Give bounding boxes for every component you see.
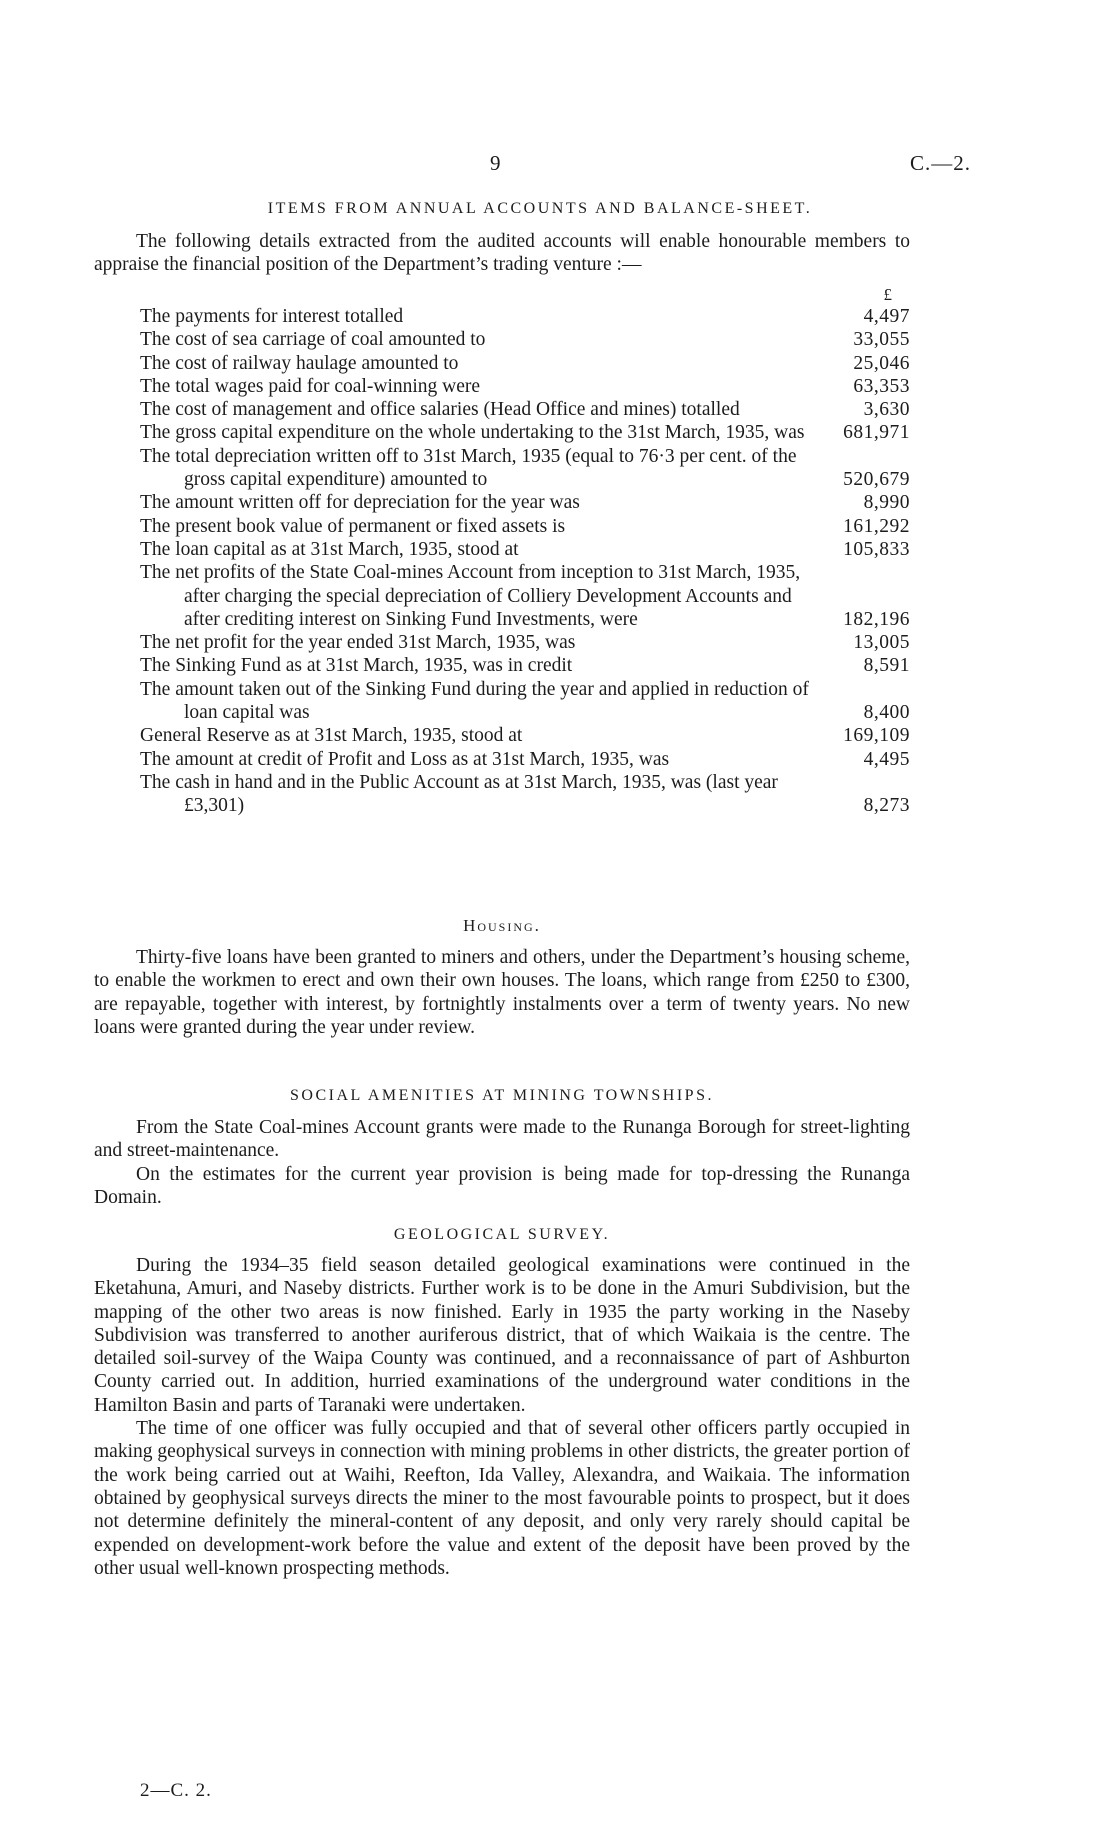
account-item-label: The payments for interest totalled — [140, 306, 404, 327]
account-item-value: 4,497 — [863, 306, 910, 327]
account-item-value: 105,833 — [843, 538, 910, 560]
account-item-value: 169,109 — [843, 725, 910, 747]
accounts-intro — [94, 230, 910, 277]
account-item-label: General Reserve as at 31st March, 1935, stood at — [140, 725, 523, 747]
account-item-value: 63,353 — [853, 375, 910, 397]
amenities-section — [94, 1116, 910, 1209]
account-item-value: 13,005 — [853, 632, 910, 654]
account-item-label: The Sinking Fund as at 31st March, 1935, was in credit — [140, 655, 573, 677]
accounts-items-list — [140, 283, 910, 818]
amenities-heading: SOCIAL AMENITIES AT MINING TOWNSHIPS. — [290, 1087, 714, 1104]
survey-paragraph-1: During the 1934–35 field season detailed geological examinations were continued in the Eketahuna, Amuri, and Naseby districts. Further work is to be done in the Amuri Subdivision, but the mapping of the other two areas is now finished. Early in 1935 the party working in the Naseby Subdivision was transferred to another auriferous district, that of which Waikaia is the centre. The detailed soil-survey of the Waipa County was continued, and a reconnaissance of part of Ashburton County carried out. In addition, hurried examinations of the underground water conditions in the Hamilton Basin and parts of Taranaki were undertaken. — [94, 1255, 910, 1416]
account-item-value: 161,292 — [843, 515, 910, 537]
account-item-row — [140, 678, 910, 725]
page-number: 9 — [490, 151, 501, 175]
account-item-row — [140, 538, 910, 561]
accounts-intro-text: The following details extracted from the audited accounts will enable honourable members to appraise the financial position of the Department’s trading venture :— — [94, 231, 910, 276]
account-item-label: The total wages paid for coal-winning were — [140, 375, 481, 397]
account-item-value: 681,971 — [843, 422, 910, 444]
account-item-label: The amount at credit of Profit and Loss as at 31st March, 1935, was — [140, 748, 670, 770]
account-item-row — [140, 515, 910, 538]
housing-section — [94, 946, 910, 1039]
account-item-value: 25,046 — [853, 352, 910, 374]
account-item-row — [140, 561, 910, 631]
account-item-label: The loan capital as at 31st March, 1935, stood at — [140, 538, 519, 560]
survey-section — [94, 1254, 910, 1580]
account-item-value: 8,591 — [863, 655, 910, 677]
account-item-value: 8,990 — [863, 492, 910, 514]
accounts-items — [140, 305, 910, 818]
account-item-value: 4,495 — [863, 748, 910, 770]
account-item-value: 3,630 — [863, 399, 910, 421]
account-item-value: 182,196 — [843, 608, 910, 630]
accounts-heading: ITEMS FROM ANNUAL ACCOUNTS AND BALANCE-SHEET. — [267, 200, 813, 217]
account-item-label: The present book value of permanent or fixed assets is — [140, 515, 566, 537]
account-item-label: The total depreciation written off to 31st March, 1935 (equal to 76·3 per cent. of the gross capital expenditure) amounted to — [140, 445, 797, 491]
account-item-label: The cash in hand and in the Public Account as at 31st March, 1935, was (last year £3,301) — [140, 771, 778, 817]
amenities-paragraph-1: From the State Coal-mines Account grants were made to the Runanga Borough for street-lighting and street-maintenance. — [94, 1117, 910, 1162]
document-reference: C.—2. — [910, 151, 972, 175]
account-item-row — [140, 771, 910, 818]
account-item-row — [140, 421, 910, 444]
account-item-row — [140, 491, 910, 514]
account-item-row — [140, 328, 910, 351]
survey-heading: GEOLOGICAL SURVEY. — [393, 1226, 611, 1243]
account-item-label: The amount taken out of the Sinking Fund during the year and applied in reduction of loan capital was — [140, 678, 809, 724]
account-item-value: 8,400 — [863, 702, 910, 724]
account-item-row — [140, 724, 910, 747]
account-item-label: The amount written off for depreciation for the year was — [140, 492, 580, 514]
account-item-row — [140, 631, 910, 654]
account-item-row — [140, 305, 910, 328]
account-item-row — [140, 748, 910, 771]
account-item-value: 520,679 — [843, 469, 910, 491]
account-item-row — [140, 352, 910, 375]
currency-label: £ — [883, 285, 892, 304]
account-item-value: 8,273 — [863, 795, 910, 817]
survey-paragraph-2: The time of one officer was fully occupied and that of several other officers partly occupied in making geophysical surveys in connection with mining problems in other districts, the greater portion of the work being carried out at Waihi, Reefton, Ida Valley, Alexandra, and Waikaia. The information obtained by geophysical surveys directs the miner to the most favourable points to prospect, but it does not determine definitely the mineral-content of any deposit, and only very rarely should capital be expended on development-work before the value and extent of the deposit have been proved by the other usual well-known prospecting methods. — [94, 1418, 910, 1579]
account-item-row — [140, 654, 910, 677]
account-item-label: The gross capital expenditure on the whole undertaking to the 31st March, 1935, was — [140, 422, 805, 444]
account-item-label: The net profits of the State Coal-mines Account from inception to 31st March, 1935, after charging the special depreciation of Colliery Development Accounts and after crediting interest on Sinking Fund Investments, were — [140, 562, 801, 630]
housing-heading: Housing. — [463, 916, 541, 935]
account-item-row — [140, 398, 910, 421]
account-item-value: 33,055 — [853, 329, 910, 351]
page-signature: 2—C. 2. — [140, 1780, 212, 1801]
housing-paragraph: Thirty-five loans have been granted to miners and others, under the Department’s housing scheme, to enable the workmen to erect and own their own houses. The loans, which range from £250 to £300, are repayable, together with interest, by fortnightly instalments over a term of twenty years. No new loans were granted during the year under review. — [94, 947, 910, 1038]
account-item-label: The cost of management and office salaries (Head Office and mines) totalled — [140, 399, 740, 421]
account-item-label: The cost of sea carriage of coal amounted to — [140, 329, 486, 351]
account-item-row — [140, 375, 910, 398]
account-item-row — [140, 445, 910, 492]
amenities-paragraph-2: On the estimates for the current year provision is being made for top-dressing the Runanga Domain. — [94, 1163, 910, 1208]
account-item-label: The cost of railway haulage amounted to — [140, 352, 459, 374]
account-item-label: The net profit for the year ended 31st March, 1935, was — [140, 632, 576, 654]
